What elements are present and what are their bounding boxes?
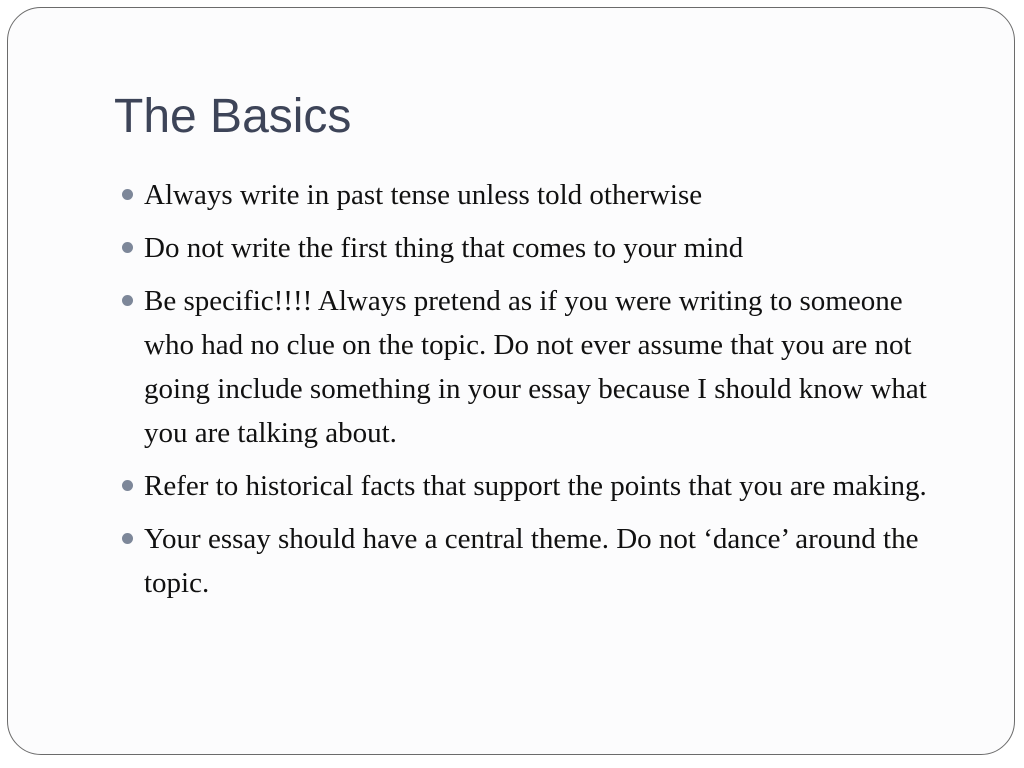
bullet-text: Do not write the first thing that comes to your mind: [144, 232, 744, 264]
bullet-item: [114, 279, 954, 455]
bullet-list: [114, 173, 954, 614]
bullet-item: [114, 464, 954, 508]
bullet-dot-icon: [122, 189, 133, 200]
bullet-text: Be specific!!!! Always pretend as if you were writing to someone who had no clue on the topic. Do not ever assume that you are not going include something in your essay because I should know what you are talking about.: [144, 285, 927, 449]
bullet-text: Always write in past tense unless told otherwise: [144, 179, 703, 211]
bullet-item: [114, 226, 954, 270]
slide-frame: [7, 7, 1015, 755]
bullet-dot-icon: [122, 480, 133, 491]
bullet-dot-icon: [122, 533, 133, 544]
bullet-dot-icon: [122, 242, 133, 253]
bullet-item: [114, 173, 954, 217]
slide-title: The Basics: [114, 90, 352, 143]
bullet-text: Refer to historical facts that support the points that you are making.: [144, 470, 927, 502]
bullet-dot-icon: [122, 295, 133, 306]
bullet-text: Your essay should have a central theme. Do not ‘dance’ around the topic.: [144, 523, 919, 599]
bullet-item: [114, 517, 954, 605]
